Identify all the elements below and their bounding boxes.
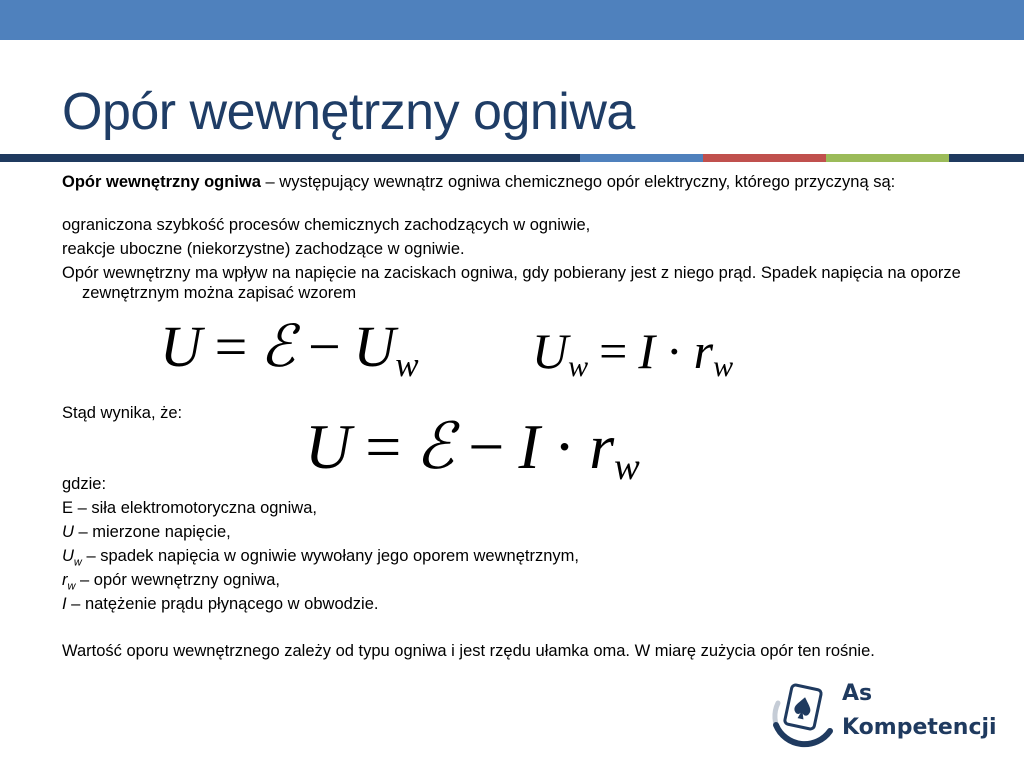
- formula-internal-drop: [532, 323, 734, 384]
- def-voltage: [62, 522, 982, 542]
- title-underline-blue: [580, 154, 703, 162]
- formula-symbol: ℰ: [260, 314, 296, 379]
- def-subscript: w: [67, 580, 76, 593]
- def-symbol: r: [62, 571, 68, 589]
- formula-operator: =: [214, 314, 248, 379]
- formula-terminal-voltage: [160, 314, 419, 384]
- voltage-drop-paragraph: Opór wewnętrzny ma wpływ na napięcie na zaciskach ogniwa, gdy pobierany jest z niego prąd. Spadek napięcia na oporze zewnętrznym można zapisać wzorem: [62, 264, 961, 302]
- formula-symbol: U: [305, 411, 352, 482]
- formula-operator: =: [599, 323, 628, 379]
- formula-result: [305, 411, 640, 488]
- formula-operator: −: [468, 411, 505, 482]
- def-text: – mierzone napięcie,: [73, 523, 231, 541]
- formula-symbol: U: [160, 314, 202, 379]
- formula-symbol: r: [589, 411, 615, 482]
- title-underline-navy: [0, 154, 580, 162]
- formula-symbol: U: [532, 323, 569, 379]
- def-symbol: I: [62, 595, 67, 613]
- formula-subscript: w: [713, 350, 734, 384]
- def-internal-resistance: [62, 570, 982, 593]
- title-underline-green: [826, 154, 949, 162]
- formula-operator: ·: [665, 323, 683, 379]
- def-symbol: U: [62, 523, 74, 541]
- cause-item-1: ograniczona szybkość procesów chemicznych zachodzących w ogniwie,: [62, 216, 591, 234]
- formula-operator: =: [365, 411, 402, 482]
- formula-operator: ·: [553, 411, 576, 482]
- def-symbol: U: [62, 547, 74, 565]
- definition-term: Opór wewnętrzny ogniwa: [62, 173, 261, 191]
- formula-symbol: U: [353, 314, 396, 379]
- def-text: – spadek napięcia w ogniwie wywołany jego oporem wewnętrznym,: [81, 547, 579, 565]
- cause-item-2: reakcje uboczne (niekorzystne) zachodzące w ogniwie.: [62, 240, 465, 258]
- def-internal-drop: [62, 546, 982, 569]
- def-text: – opór wewnętrzny ogniwa,: [75, 571, 280, 589]
- formula-symbol: ℰ: [415, 411, 455, 482]
- where-label: gdzie:: [62, 475, 107, 493]
- slide-title: Opór wewnętrzny ogniwa: [62, 83, 635, 141]
- formula-subscript: w: [568, 350, 589, 384]
- conclusion-text: Stąd wynika, że:: [62, 404, 183, 422]
- logo-text-line2: Kompetencji: [842, 715, 997, 740]
- card-spade-icon: [770, 677, 836, 749]
- resistance-value-paragraph: Wartość oporu wewnętrznego zależy od typu ogniwa i jest rzędu ułamka oma. W miarę zużycia opór ten rośnie.: [62, 642, 875, 660]
- title-underline-red: [703, 154, 826, 162]
- formula-symbol: r: [693, 323, 714, 379]
- formula-symbol: I: [638, 323, 655, 379]
- title-underline-navy-end: [949, 154, 1024, 162]
- formula-subscript: w: [395, 344, 419, 384]
- definition-paragraph: [62, 172, 982, 192]
- definition-text: – występujący wewnątrz ogniwa chemicznego opór elektryczny, którego przyczyną są:: [260, 173, 896, 191]
- as-kompetencji-logo: [770, 677, 1006, 753]
- def-subscript: w: [73, 556, 82, 569]
- def-current: [62, 594, 982, 614]
- formula-symbol: I: [518, 411, 540, 482]
- top-banner: [0, 0, 1024, 40]
- def-text: – natężenie prądu płynącego w obwodzie.: [66, 595, 379, 613]
- def-emf: E – siła elektromotoryczna ogniwa,: [62, 499, 317, 517]
- formula-operator: −: [307, 314, 341, 379]
- formula-subscript: w: [614, 445, 640, 488]
- logo-text-line1: As: [842, 681, 873, 706]
